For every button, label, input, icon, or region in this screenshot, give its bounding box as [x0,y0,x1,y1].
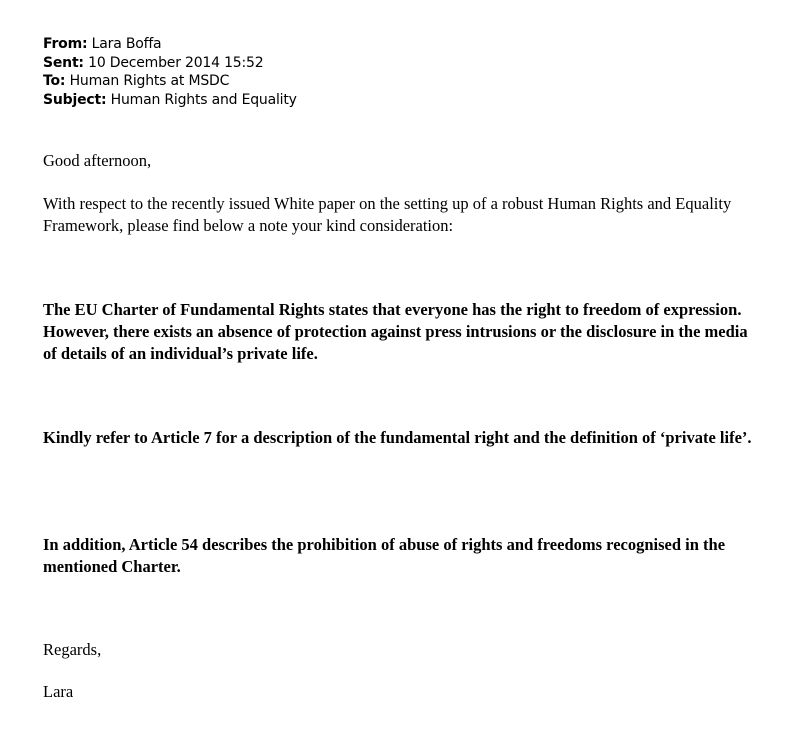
from-label: From: [43,36,88,52]
sent-row [43,54,297,73]
subject-label: Subject: [43,91,107,108]
charter-paragraph: The EU Charter of Fundamental Rights states that everyone has the right to freedom of expression. However, there exists an absence of protection against press intrusions or the disclosure in the media of details of an individual’s private life. [43,300,748,363]
subject-row [43,91,297,110]
article-7-paragraph: Kindly refer to Article 7 for a description of the fundamental right and the definition of ‘private life’. [43,428,752,447]
sent-value: 10 December 2014 15:52 [88,54,264,71]
to-row [43,72,297,91]
to-label: To: [43,73,66,89]
greeting: Good afternoon, [43,151,152,170]
to-value: Human Rights at MSDC [69,73,230,89]
subject-value: Human Rights and Equality [110,91,297,108]
signature: Lara [43,682,74,701]
email-header [43,35,297,109]
article-54-paragraph: In addition, Article 54 describes the prohibition of abuse of rights and freedoms recognised in the mentioned Charter. [43,535,726,576]
intro-paragraph: With respect to the recently issued White paper on the setting up of a robust Human Rights and Equality Framework, please find below a note your kind consideration: [43,194,732,235]
closing: Regards, [43,640,102,659]
from-row [43,35,297,54]
from-value: Lara Boffa [91,36,162,52]
sent-label: Sent: [43,54,84,71]
